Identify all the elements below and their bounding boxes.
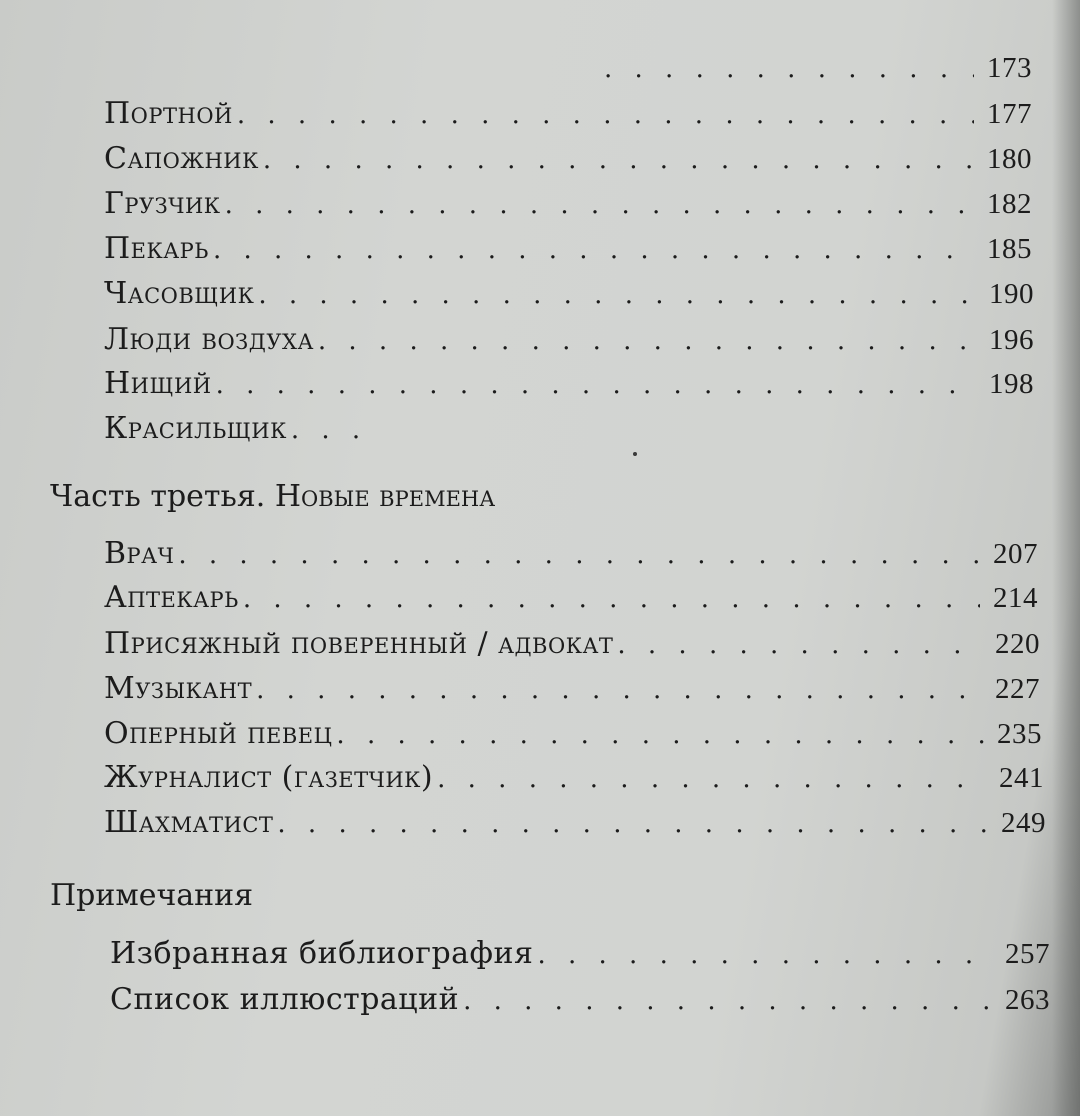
dot-leader [277, 804, 988, 844]
page-number: 227 [995, 673, 1040, 705]
toc-entry [104, 229, 1032, 270]
entry-title: Врач [104, 536, 175, 571]
dot-leader [263, 140, 974, 180]
dot-leader [237, 95, 974, 135]
toc-entry [104, 274, 1034, 315]
part-heading [50, 477, 495, 517]
entry-title: Люди воздуха [104, 322, 314, 357]
page-number: 177 [987, 98, 1032, 130]
dot-leader [243, 579, 980, 619]
page-number: 190 [989, 278, 1034, 310]
toc-entry [104, 320, 1034, 361]
page-number: 257 [1005, 938, 1050, 970]
page-number: 182 [987, 188, 1032, 220]
entry-title: Оперный певец [104, 716, 333, 751]
page-number: 249 [1001, 807, 1046, 839]
page-number: 235 [997, 718, 1042, 750]
dot-leader [216, 365, 976, 405]
page-number: 185 [987, 233, 1032, 265]
notes-heading-title: Примечания [50, 878, 254, 913]
entry-title: Избранная библиография [110, 936, 534, 971]
part-heading-title: Новые времена [274, 479, 496, 514]
dot-leader [178, 535, 980, 575]
dot-leader [213, 230, 974, 270]
dot-leader [258, 275, 976, 315]
page-number: 241 [999, 762, 1044, 794]
dot-leader [617, 625, 982, 665]
stray-dot [633, 452, 637, 456]
toc-entry [104, 669, 1040, 710]
entry-title: Сапожник [104, 141, 259, 176]
entry-title: Портной [104, 96, 233, 131]
toc-entry [104, 409, 364, 450]
entry-title: Музыкант [104, 671, 253, 706]
toc-entry [110, 980, 1050, 1021]
notes-heading [50, 876, 253, 916]
toc-entry [104, 364, 1034, 405]
page-number: 196 [989, 324, 1034, 356]
page-number: 173 [987, 52, 1032, 84]
page-edge-shadow [1052, 0, 1080, 1116]
part-heading-prefix: Часть третья. [50, 479, 266, 514]
dot-leader [336, 715, 984, 755]
page-number: 180 [987, 143, 1032, 175]
dot-leader [225, 185, 974, 225]
dot-leader [537, 935, 992, 975]
entry-title: Грузчик [104, 186, 221, 221]
toc-entry-continuation [600, 48, 1032, 89]
entry-title: Шахматист [104, 805, 274, 840]
entry-title: Аптекарь [104, 580, 239, 615]
toc-entry [104, 534, 1038, 575]
entry-title: Часовщик [104, 276, 255, 311]
toc-entry [104, 184, 1032, 225]
page-number: 214 [993, 582, 1038, 614]
page-number: 220 [995, 628, 1040, 660]
dot-leader [463, 981, 992, 1021]
toc-entry [104, 578, 1038, 619]
dot-leader [604, 49, 974, 89]
dot-leader [291, 410, 358, 450]
page-number: 263 [1005, 984, 1050, 1016]
entry-title: Нищий [104, 366, 212, 401]
entry-title: Красильщик [104, 411, 287, 446]
toc-entry [104, 803, 1046, 844]
dot-leader [318, 321, 976, 361]
toc-entry [104, 714, 1042, 755]
entry-title: Список иллюстраций [110, 982, 460, 1017]
page-number: 207 [993, 538, 1038, 570]
page-number: 198 [989, 368, 1034, 400]
dot-leader [256, 670, 982, 710]
entry-title: Журналист (газетчик) [104, 760, 434, 795]
toc-entry [104, 139, 1032, 180]
dot-leader [437, 759, 986, 799]
toc-entry [110, 934, 1050, 975]
entry-title: Пекарь [104, 231, 209, 266]
toc-entry [104, 94, 1032, 135]
toc-entry [104, 624, 1040, 665]
entry-title: Присяжный поверенный / адвокат [104, 626, 614, 661]
toc-entry [104, 758, 1044, 799]
